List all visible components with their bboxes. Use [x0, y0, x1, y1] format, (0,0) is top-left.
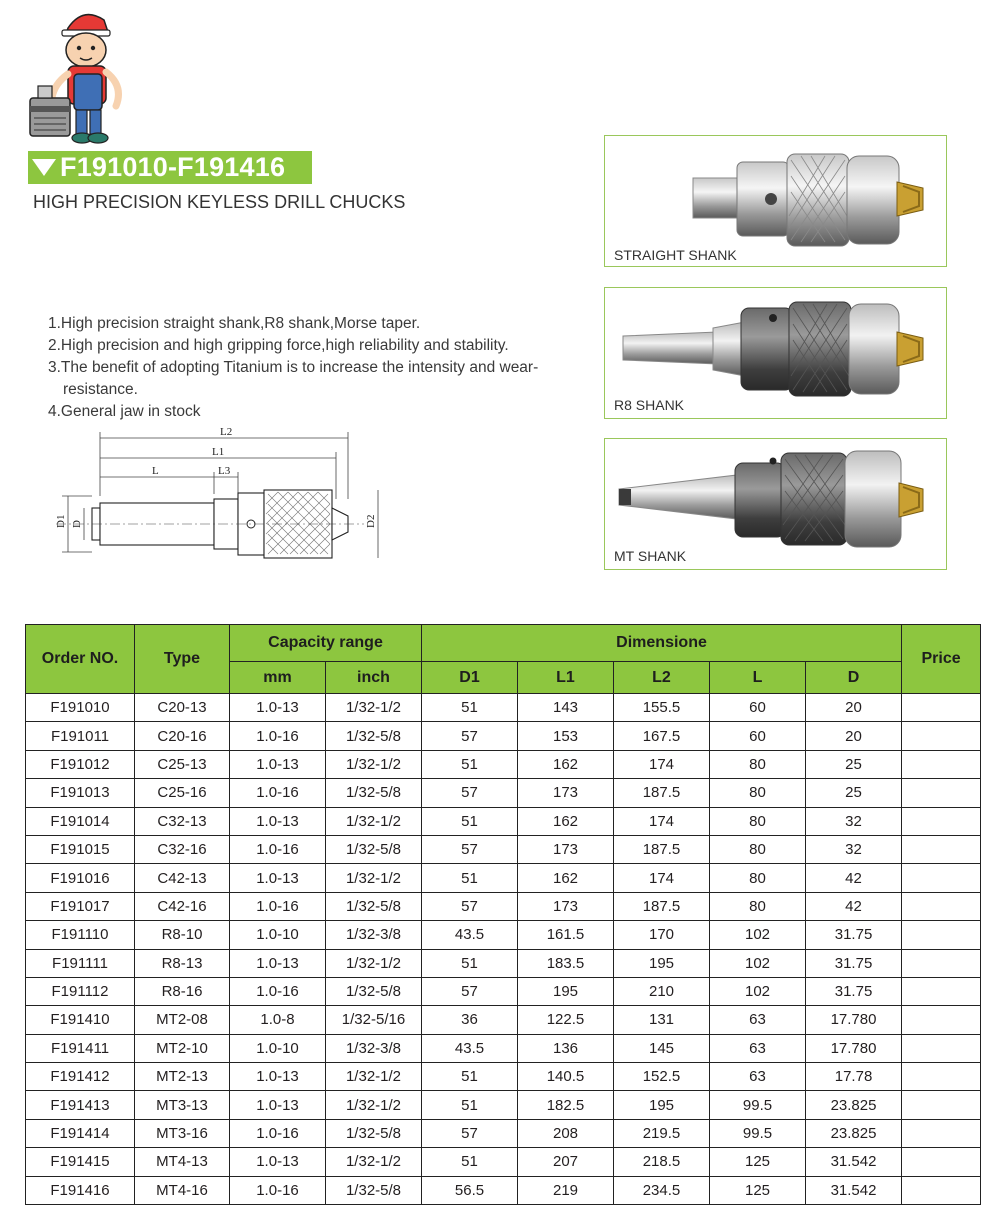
label-l3: L3 [218, 465, 231, 477]
cell-price [902, 779, 981, 807]
triangle-down-icon [32, 159, 56, 176]
cell-d1: 43.5 [422, 921, 518, 949]
cell-capacity-mm: 1.0-16 [230, 977, 326, 1005]
cell-l: 99.5 [710, 1091, 806, 1119]
cell-type: MT4-16 [135, 1176, 230, 1204]
cell-l2: 174 [614, 807, 710, 835]
table-row [26, 779, 981, 807]
cell-l: 63 [710, 1006, 806, 1034]
cell-capacity-inch: 1/32-5/8 [326, 1119, 422, 1147]
header-d1: D1 [422, 662, 518, 694]
cell-d1: 51 [422, 694, 518, 722]
cell-l1: 140.5 [518, 1063, 614, 1091]
cell-l: 125 [710, 1148, 806, 1176]
cell-l2: 218.5 [614, 1148, 710, 1176]
cell-d: 42 [806, 892, 902, 920]
label-d2: D2 [365, 514, 377, 528]
cell-d1: 56.5 [422, 1176, 518, 1204]
cell-d: 20 [806, 722, 902, 750]
cell-capacity-mm: 1.0-16 [230, 779, 326, 807]
spec-table-body [26, 694, 981, 1205]
cell-capacity-mm: 1.0-13 [230, 1091, 326, 1119]
cell-price [902, 722, 981, 750]
cell-l1: 207 [518, 1148, 614, 1176]
cell-l: 80 [710, 892, 806, 920]
cell-d: 23.825 [806, 1091, 902, 1119]
cell-l: 102 [710, 977, 806, 1005]
cell-price [902, 807, 981, 835]
cell-d1: 36 [422, 1006, 518, 1034]
cell-l2: 131 [614, 1006, 710, 1034]
label-d1: D1 [55, 514, 67, 528]
label-l1: L1 [212, 446, 225, 458]
cell-l: 60 [710, 694, 806, 722]
table-row [26, 1148, 981, 1176]
table-row [26, 977, 981, 1005]
cell-l: 60 [710, 722, 806, 750]
cell-type: MT3-13 [135, 1091, 230, 1119]
photo-caption: MT SHANK [614, 548, 687, 564]
header-type: Type [135, 625, 230, 694]
cell-capacity-mm: 1.0-10 [230, 1034, 326, 1062]
cell-d: 17.78 [806, 1063, 902, 1091]
feature-item: 1.High precision straight shank,R8 shank,Morse taper. [48, 315, 421, 332]
cell-l2: 155.5 [614, 694, 710, 722]
cell-order-no: F191415 [26, 1148, 135, 1176]
cell-l2: 167.5 [614, 722, 710, 750]
cell-d1: 57 [422, 1119, 518, 1147]
cell-type: R8-16 [135, 977, 230, 1005]
cell-capacity-mm: 1.0-13 [230, 1148, 326, 1176]
cell-l1: 173 [518, 779, 614, 807]
cell-l2: 145 [614, 1034, 710, 1062]
cell-capacity-inch: 1/32-5/8 [326, 779, 422, 807]
table-row [26, 921, 981, 949]
cell-price [902, 1034, 981, 1062]
cell-order-no: F191012 [26, 750, 135, 778]
cell-type: C25-13 [135, 750, 230, 778]
cell-price [902, 1148, 981, 1176]
cell-l: 63 [710, 1063, 806, 1091]
cell-capacity-inch: 1/32-5/16 [326, 1006, 422, 1034]
cell-d: 31.542 [806, 1148, 902, 1176]
cell-l: 80 [710, 750, 806, 778]
cell-l2: 195 [614, 949, 710, 977]
cell-l1: 162 [518, 750, 614, 778]
cell-type: C25-16 [135, 779, 230, 807]
cell-d1: 51 [422, 750, 518, 778]
cell-d: 25 [806, 779, 902, 807]
cell-l1: 136 [518, 1034, 614, 1062]
cell-l2: 174 [614, 750, 710, 778]
cell-price [902, 1091, 981, 1119]
table-row [26, 750, 981, 778]
header-mm: mm [230, 662, 326, 694]
header-l1: L1 [518, 662, 614, 694]
cell-l: 99.5 [710, 1119, 806, 1147]
cell-capacity-inch: 1/32-1/2 [326, 1148, 422, 1176]
cell-capacity-mm: 1.0-13 [230, 750, 326, 778]
cell-price [902, 1176, 981, 1204]
cell-d: 20 [806, 694, 902, 722]
page-title: F191010-F191416 [60, 152, 286, 182]
cell-price [902, 892, 981, 920]
cell-capacity-inch: 1/32-1/2 [326, 864, 422, 892]
cell-price [902, 977, 981, 1005]
cell-capacity-mm: 1.0-16 [230, 835, 326, 863]
cell-l1: 183.5 [518, 949, 614, 977]
table-row [26, 864, 981, 892]
cell-type: MT4-13 [135, 1148, 230, 1176]
cell-capacity-inch: 1/32-1/2 [326, 1091, 422, 1119]
cell-order-no: F191412 [26, 1063, 135, 1091]
cell-capacity-inch: 1/32-1/2 [326, 949, 422, 977]
cell-l2: 170 [614, 921, 710, 949]
cell-price [902, 949, 981, 977]
cell-price [902, 1006, 981, 1034]
cell-d: 25 [806, 750, 902, 778]
cell-l: 102 [710, 921, 806, 949]
table-row [26, 1119, 981, 1147]
cell-order-no: F191017 [26, 892, 135, 920]
table-row [26, 694, 981, 722]
cell-l2: 187.5 [614, 835, 710, 863]
table-row [26, 1006, 981, 1034]
cell-l1: 195 [518, 977, 614, 1005]
cell-d: 32 [806, 807, 902, 835]
cell-type: C32-16 [135, 835, 230, 863]
cell-d1: 51 [422, 1063, 518, 1091]
cell-d: 42 [806, 864, 902, 892]
cell-type: C32-13 [135, 807, 230, 835]
cell-order-no: F191413 [26, 1091, 135, 1119]
cell-price [902, 1119, 981, 1147]
header-order-no: Order NO. [26, 625, 135, 694]
cell-d1: 57 [422, 892, 518, 920]
cell-type: MT2-08 [135, 1006, 230, 1034]
dimension-drawing [48, 424, 388, 566]
cell-capacity-inch: 1/32-3/8 [326, 921, 422, 949]
cell-order-no: F191110 [26, 921, 135, 949]
cell-capacity-mm: 1.0-16 [230, 1176, 326, 1204]
cell-order-no: F191112 [26, 977, 135, 1005]
header-d: D [806, 662, 902, 694]
cell-type: C20-13 [135, 694, 230, 722]
cell-capacity-mm: 1.0-13 [230, 864, 326, 892]
cell-l: 80 [710, 835, 806, 863]
cell-type: C20-16 [135, 722, 230, 750]
header-inch: inch [326, 662, 422, 694]
cell-type: R8-13 [135, 949, 230, 977]
label-d: D [71, 520, 83, 528]
cell-type: C42-13 [135, 864, 230, 892]
page-subtitle: HIGH PRECISION KEYLESS DRILL CHUCKS [33, 192, 406, 212]
cell-capacity-inch: 1/32-1/2 [326, 750, 422, 778]
cell-d1: 43.5 [422, 1034, 518, 1062]
cell-d: 17.780 [806, 1006, 902, 1034]
photo-mt-shank [604, 438, 947, 570]
cell-capacity-mm: 1.0-13 [230, 949, 326, 977]
cell-l2: 234.5 [614, 1176, 710, 1204]
table-row [26, 1034, 981, 1062]
cell-capacity-mm: 1.0-16 [230, 722, 326, 750]
cell-d1: 57 [422, 722, 518, 750]
header-capacity: Capacity range [230, 625, 422, 662]
label-l2: L2 [220, 426, 233, 438]
cell-order-no: F191416 [26, 1176, 135, 1204]
table-row [26, 835, 981, 863]
cell-order-no: F191014 [26, 807, 135, 835]
title-banner [28, 151, 312, 184]
table-row [26, 1063, 981, 1091]
cell-capacity-inch: 1/32-5/8 [326, 977, 422, 1005]
cell-l2: 187.5 [614, 892, 710, 920]
cell-order-no: F191414 [26, 1119, 135, 1147]
photo-r8-shank [604, 287, 947, 419]
header-price: Price [902, 625, 981, 694]
header-l: L [710, 662, 806, 694]
cell-type: MT2-10 [135, 1034, 230, 1062]
cell-d: 17.780 [806, 1034, 902, 1062]
header-dimension: Dimensione [422, 625, 902, 662]
cell-l2: 219.5 [614, 1119, 710, 1147]
cell-l1: 153 [518, 722, 614, 750]
cell-d1: 57 [422, 835, 518, 863]
table-row [26, 1091, 981, 1119]
cell-order-no: F191011 [26, 722, 135, 750]
mascot-logo [28, 6, 132, 148]
cell-l: 80 [710, 864, 806, 892]
cell-price [902, 864, 981, 892]
cell-d: 23.825 [806, 1119, 902, 1147]
cell-capacity-mm: 1.0-13 [230, 807, 326, 835]
cell-l1: 162 [518, 864, 614, 892]
cell-l1: 143 [518, 694, 614, 722]
table-row [26, 722, 981, 750]
feature-item: 3.The benefit of adopting Titanium is to increase the intensity and wear-resistance. [48, 359, 539, 398]
feature-item: 2.High precision and high gripping force,high reliability and stability. [48, 337, 509, 354]
cell-type: C42-16 [135, 892, 230, 920]
cell-order-no: F191410 [26, 1006, 135, 1034]
cell-d1: 51 [422, 949, 518, 977]
cell-capacity-mm: 1.0-13 [230, 694, 326, 722]
cell-order-no: F191015 [26, 835, 135, 863]
table-row [26, 1176, 981, 1204]
cell-capacity-mm: 1.0-13 [230, 1063, 326, 1091]
cell-l1: 208 [518, 1119, 614, 1147]
cell-capacity-inch: 1/32-1/2 [326, 1063, 422, 1091]
photo-caption: R8 SHANK [614, 397, 685, 413]
cell-l: 63 [710, 1034, 806, 1062]
cell-order-no: F191010 [26, 694, 135, 722]
cell-l: 80 [710, 807, 806, 835]
spec-table [25, 624, 981, 1205]
feature-list [48, 313, 578, 423]
cell-order-no: F191411 [26, 1034, 135, 1062]
cell-capacity-inch: 1/32-1/2 [326, 694, 422, 722]
cell-d1: 51 [422, 1148, 518, 1176]
cell-capacity-mm: 1.0-8 [230, 1006, 326, 1034]
cell-capacity-mm: 1.0-16 [230, 892, 326, 920]
label-l: L [152, 465, 159, 477]
table-row [26, 892, 981, 920]
cell-price [902, 750, 981, 778]
cell-type: MT3-16 [135, 1119, 230, 1147]
cell-capacity-inch: 1/32-5/8 [326, 835, 422, 863]
cell-d: 31.542 [806, 1176, 902, 1204]
cell-order-no: F191111 [26, 949, 135, 977]
cell-price [902, 921, 981, 949]
cell-d1: 57 [422, 977, 518, 1005]
cell-d: 32 [806, 835, 902, 863]
cell-l1: 173 [518, 892, 614, 920]
cell-l1: 219 [518, 1176, 614, 1204]
cell-capacity-mm: 1.0-16 [230, 1119, 326, 1147]
feature-item: 4.General jaw in stock [48, 403, 201, 420]
photo-straight-shank [604, 135, 947, 267]
cell-d1: 51 [422, 864, 518, 892]
cell-type: R8-10 [135, 921, 230, 949]
cell-order-no: F191013 [26, 779, 135, 807]
cell-price [902, 1063, 981, 1091]
cell-l: 125 [710, 1176, 806, 1204]
cell-d1: 51 [422, 807, 518, 835]
cell-l: 102 [710, 949, 806, 977]
cell-l1: 161.5 [518, 921, 614, 949]
cell-price [902, 694, 981, 722]
cell-price [902, 835, 981, 863]
cell-l2: 195 [614, 1091, 710, 1119]
cell-d: 31.75 [806, 977, 902, 1005]
cell-l2: 152.5 [614, 1063, 710, 1091]
cell-order-no: F191016 [26, 864, 135, 892]
cell-d: 31.75 [806, 949, 902, 977]
cell-capacity-inch: 1/32-1/2 [326, 807, 422, 835]
cell-d1: 57 [422, 779, 518, 807]
cell-capacity-inch: 1/32-5/8 [326, 892, 422, 920]
table-row [26, 949, 981, 977]
cell-l1: 173 [518, 835, 614, 863]
photo-caption: STRAIGHT SHANK [614, 247, 737, 263]
cell-d1: 51 [422, 1091, 518, 1119]
table-row [26, 807, 981, 835]
cell-l1: 162 [518, 807, 614, 835]
header-l2: L2 [614, 662, 710, 694]
cell-d: 31.75 [806, 921, 902, 949]
cell-l: 80 [710, 779, 806, 807]
cell-capacity-inch: 1/32-3/8 [326, 1034, 422, 1062]
cell-l2: 174 [614, 864, 710, 892]
cell-l2: 210 [614, 977, 710, 1005]
cell-l1: 182.5 [518, 1091, 614, 1119]
cell-capacity-inch: 1/32-5/8 [326, 722, 422, 750]
cell-l2: 187.5 [614, 779, 710, 807]
cell-type: MT2-13 [135, 1063, 230, 1091]
cell-capacity-inch: 1/32-5/8 [326, 1176, 422, 1204]
cell-l1: 122.5 [518, 1006, 614, 1034]
cell-capacity-mm: 1.0-10 [230, 921, 326, 949]
